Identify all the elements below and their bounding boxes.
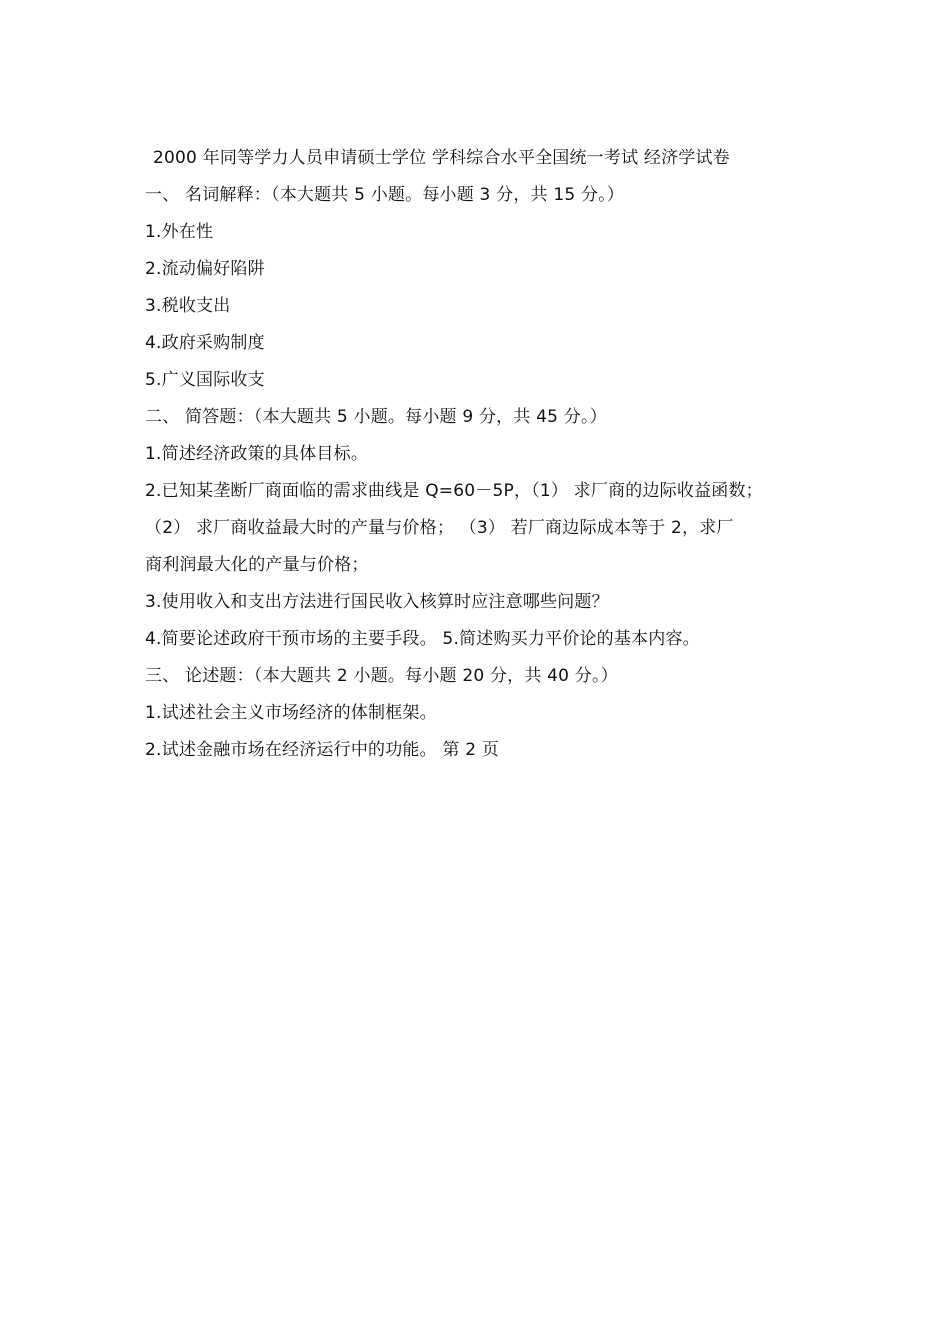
document-title: 2000 年同等学力人员申请硕士学位 学科综合水平全国统一考试 经济学试卷	[153, 148, 730, 168]
question-line: 4.政府采购制度	[145, 333, 265, 353]
question-line: 商利润最大化的产量与价格；	[145, 555, 369, 575]
question-line: 1.试述社会主义市场经济的体制框架。	[145, 703, 437, 723]
section-1-heading: 一、 名词解释：（本大题共 5 小题。每小题 3 分，共 15 分。）	[145, 185, 625, 205]
question-line: 1.简述经济政策的具体目标。	[145, 444, 369, 464]
section-2-heading: 二、 简答题：（本大题共 5 小题。每小题 9 分，共 45 分。）	[145, 407, 607, 427]
question-line: 3.使用收入和支出方法进行国民收入核算时应注意哪些问题？	[145, 592, 609, 612]
question-line: 2.试述金融市场在经济运行中的功能。 第 2 页	[145, 740, 500, 760]
document-body	[145, 140, 825, 769]
question-line: （2） 求厂商收益最大时的产量与价格； （3） 若厂商边际成本等于 2，求厂	[145, 518, 734, 538]
question-line: 2.已知某垄断厂商面临的需求曲线是 Q=60－5P，（1） 求厂商的边际收益函数；	[145, 481, 763, 501]
section-3-heading: 三、 论述题：（本大题共 2 小题。每小题 20 分，共 40 分。）	[145, 666, 618, 686]
question-line: 3.税收支出	[145, 296, 231, 316]
question-line: 4.简要论述政府干预市场的主要手段。 5.简述购买力平价论的基本内容。	[145, 629, 700, 649]
question-line: 5.广义国际收支	[145, 370, 265, 390]
question-line: 2.流动偏好陷阱	[145, 259, 265, 279]
question-line: 1.外在性	[145, 222, 214, 242]
